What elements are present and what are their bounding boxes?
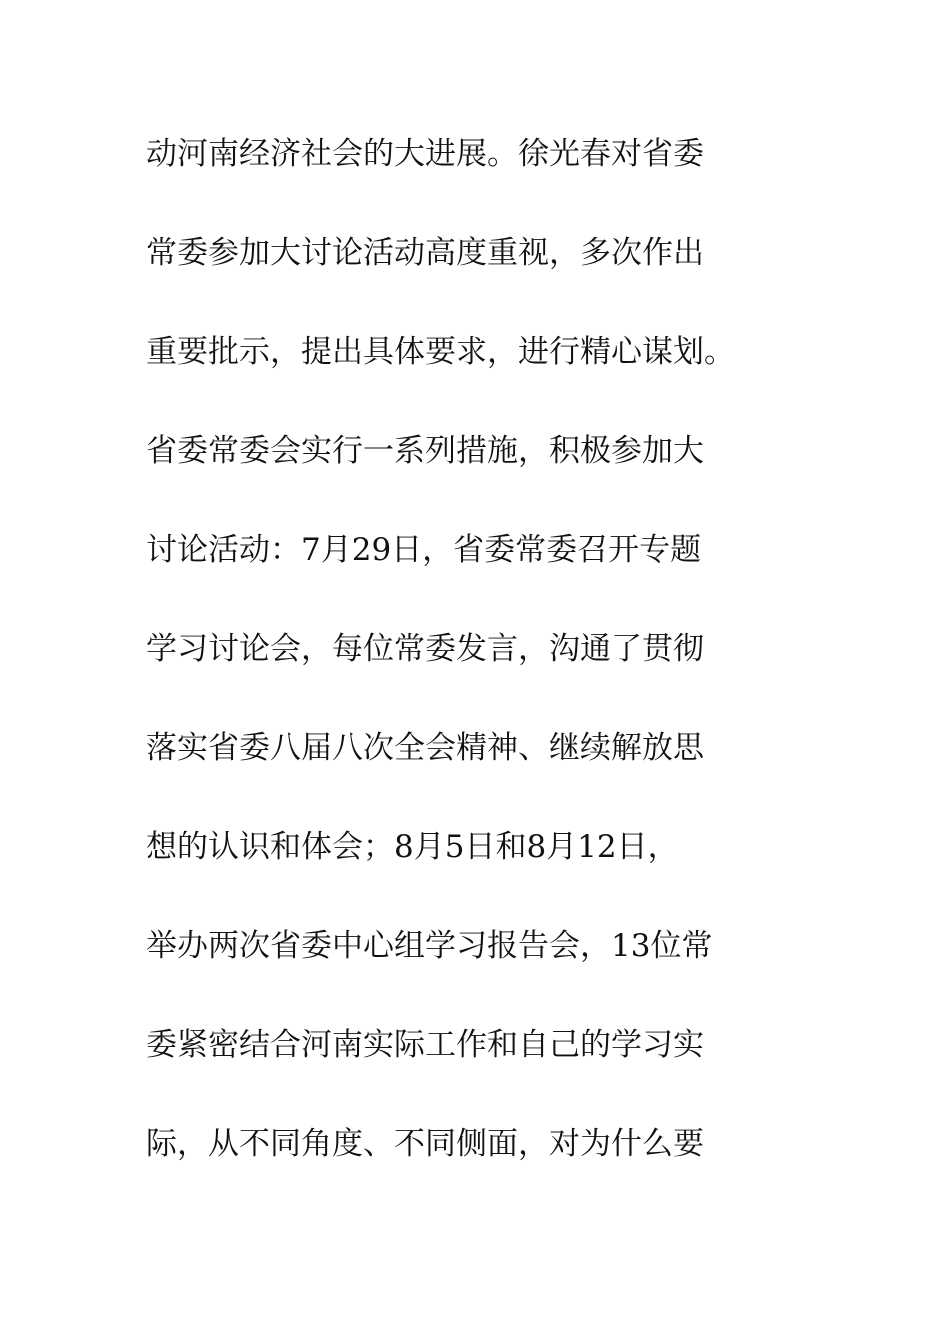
text-line: 动河南经济社会的大进展。徐光春对省委	[146, 136, 704, 172]
body-text	[146, 132, 806, 1221]
text-line: 想的认识和体会；8月5日和8月12日，	[146, 829, 679, 865]
text-line: 重要批示，提出具体要求，进行精心谋划。	[146, 334, 735, 370]
text-line: 际，从不同角度、不同侧面，对为什么要	[146, 1126, 704, 1162]
text-line: 委紧密结合河南实际工作和自己的学习实	[146, 1027, 704, 1063]
text-line: 学习讨论会，每位常委发言，沟通了贯彻	[146, 631, 704, 667]
text-line: 讨论活动：7月29日，省委常委召开专题	[146, 532, 702, 568]
text-line: 常委参加大讨论活动高度重视，多次作出	[146, 235, 704, 271]
text-line: 省委常委会实行一系列措施，积极参加大	[146, 433, 704, 469]
text-line: 举办两次省委中心组学习报告会，13位常	[146, 928, 713, 964]
text-line: 落实省委八届八次全会精神、继续解放思	[146, 730, 704, 766]
